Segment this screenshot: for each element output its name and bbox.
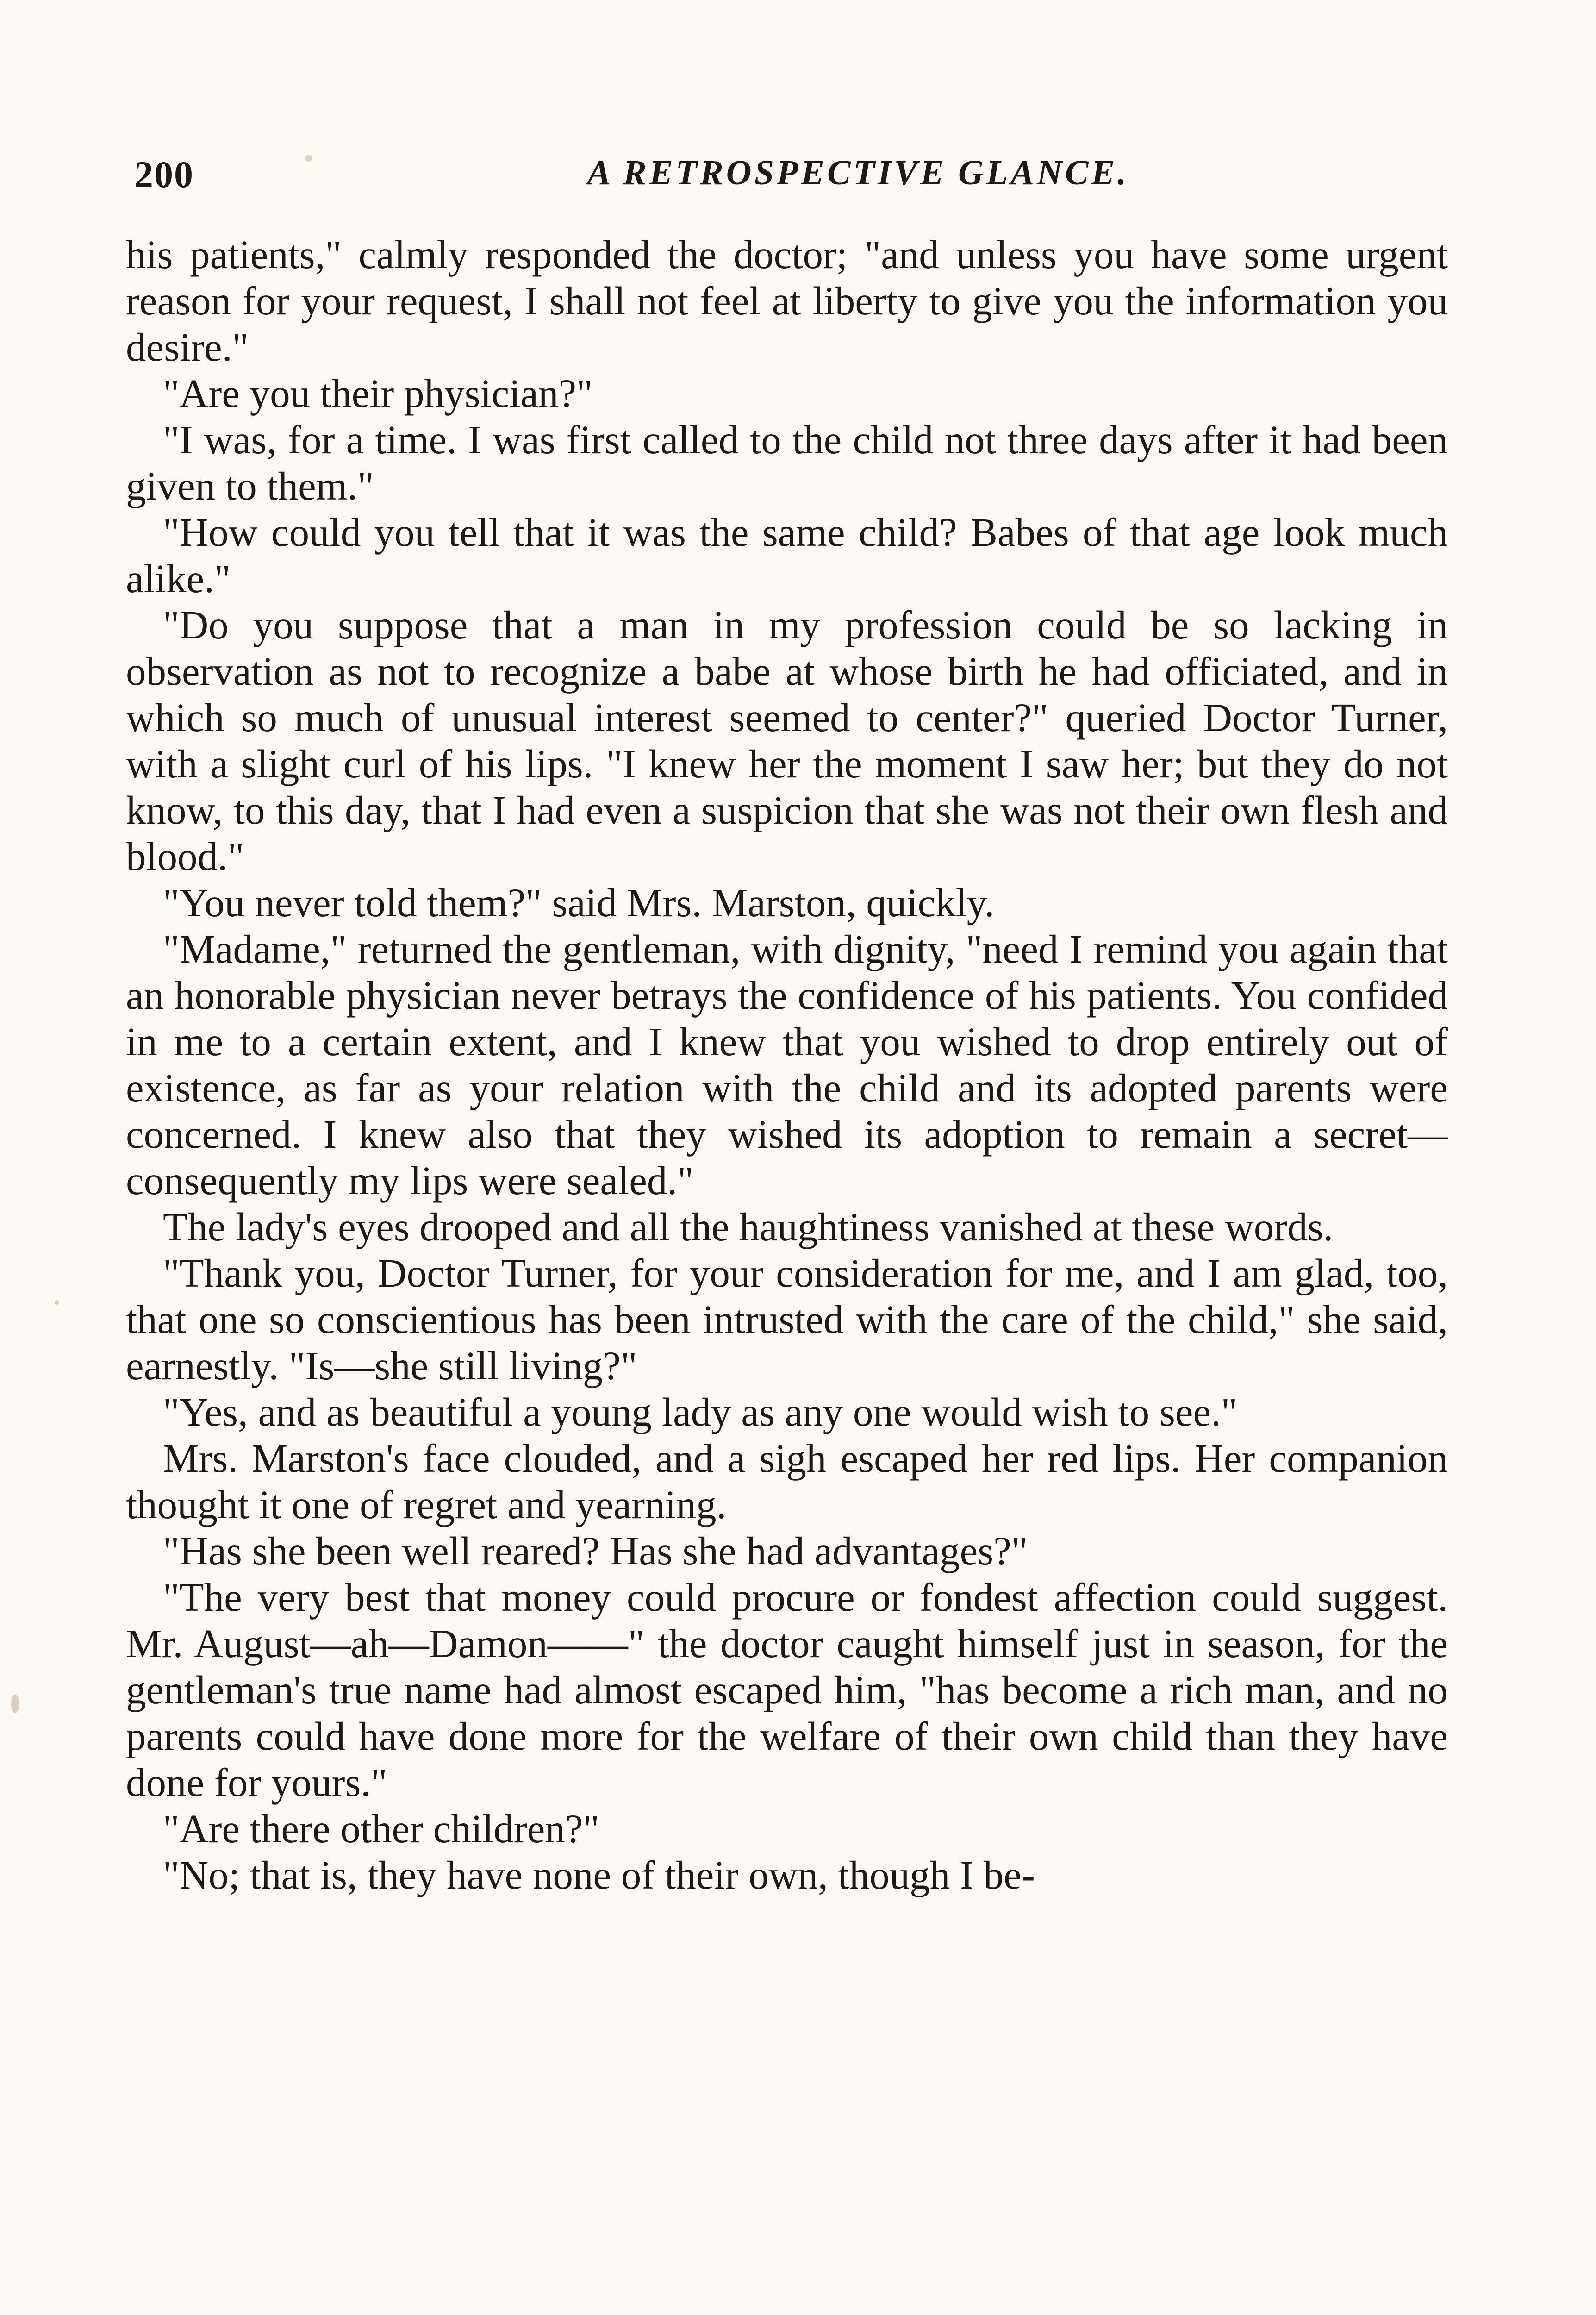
body-text xyxy=(126,232,1448,1898)
paragraph: "How could you tell that it was the same child? Babes of that age look much alike." xyxy=(126,510,1448,601)
paragraph: "Has she been well reared? Has she had advantages?" xyxy=(163,1528,1028,1573)
paragraph: "Yes, and as beautiful a young lady as any one would wish to see." xyxy=(163,1389,1238,1434)
paper-speck xyxy=(11,1695,19,1713)
paragraph: "Madame," returned the gentleman, with dignity, "need I remind you again that an honorable physician never betrays the confidence of his patients. You confided in me to a certain extent, and I knew that you wished to drop entirely out of existence, as far as your relation with the child and its adopted parents were concerned. I knew also that they wished its adoption to remain a secret—consequently my lips were sealed." xyxy=(126,926,1448,1203)
paragraph: "No; that is, they have none of their own, though I be- xyxy=(163,1852,1035,1897)
paragraph: his patients," calmly responded the doctor; "and unless you have some urgent reason for your request, I shall not feel at liberty to give you the information you desire." xyxy=(126,232,1448,369)
paragraph: "Do you suppose that a man in my profession could be so lacking in observation as not to recognize a babe at whose birth he had officiated, and in which so much of unusual interest seemed to center?" queried Doctor Turner, with a slight curl of his lips. "I knew her the moment I saw her; but they do not know, to this day, that I had even a suspicion that she was not their own flesh and blood." xyxy=(126,602,1448,879)
paragraph: "The very best that money could procure or fondest affection could suggest. Mr. August—ah—Damon——" the doctor caught himself just in season, for the gentleman's true name had almost escaped him, "has become a rich man, and no parents could have done more for the welfare of their own child than they have done for yours." xyxy=(126,1575,1448,1805)
paragraph: "You never told them?" said Mrs. Marston, quickly. xyxy=(163,880,995,925)
running-head: A RETROSPECTIVE GLANCE. xyxy=(587,153,1129,192)
paragraph: The lady's eyes drooped and all the haughtiness vanished at these words. xyxy=(163,1204,1334,1249)
paper-speck xyxy=(305,155,312,162)
page-number: 200 xyxy=(134,153,194,195)
paragraph: "I was, for a time. I was first called to the child not three days after it had been given to them." xyxy=(126,417,1448,508)
page-header xyxy=(134,153,1443,204)
paragraph: "Thank you, Doctor Turner, for your consideration for me, and I am glad, too, that one so conscientious has been intrusted with the care of the child," she said, earnestly. "Is—she still living?" xyxy=(126,1251,1448,1388)
paragraph: "Are you their physician?" xyxy=(163,371,593,416)
paragraph: Mrs. Marston's face clouded, and a sigh escaped her red lips. Her companion thought it one of regret and yearning. xyxy=(126,1436,1448,1527)
paper-speck xyxy=(55,1300,59,1305)
paragraph: "Are there other children?" xyxy=(163,1806,599,1851)
